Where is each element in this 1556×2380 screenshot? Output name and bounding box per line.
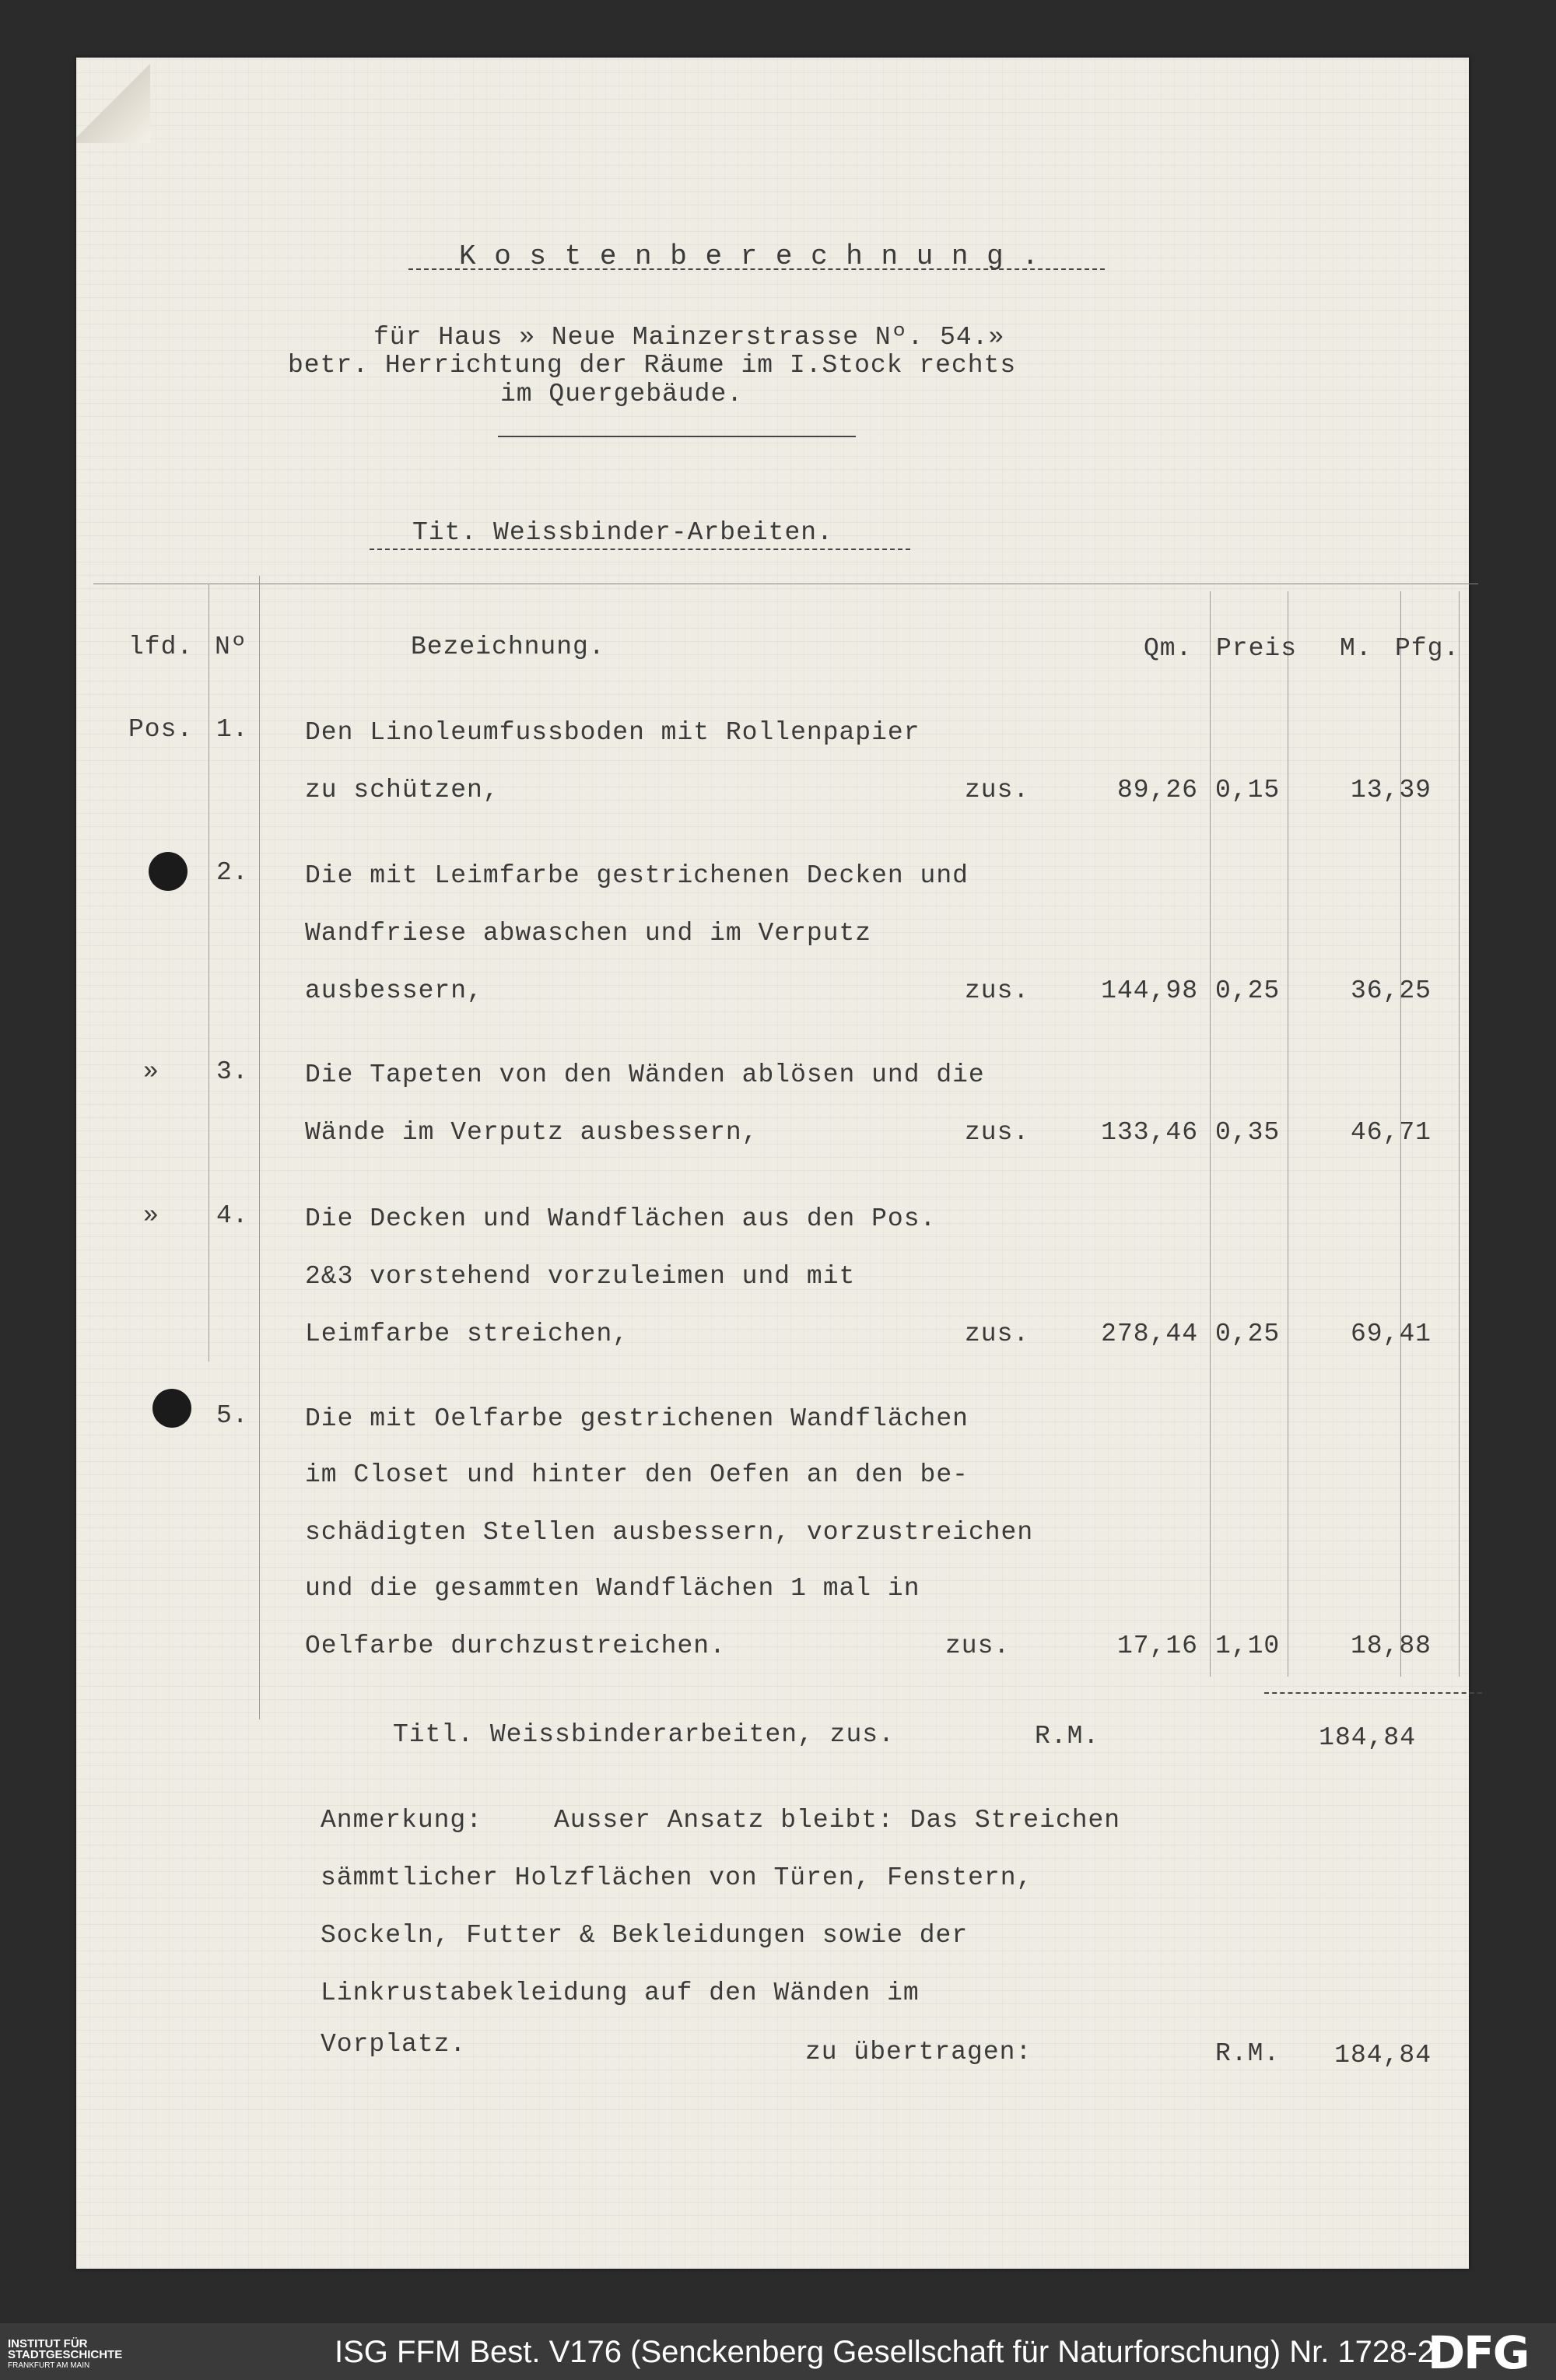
note-line-1: Ausser Ansatz bleibt: Das Streichen bbox=[554, 1806, 1121, 1835]
carry-label: zu übertragen: bbox=[805, 2038, 1032, 2066]
pos3-line-2: Wände im Verputz ausbessern, bbox=[305, 1118, 759, 1147]
pos1-preis: 0,15 bbox=[1215, 776, 1281, 804]
institution-logo-text bbox=[8, 2339, 163, 2371]
pos3-zus: zus. bbox=[965, 1118, 1030, 1147]
pos1-prefix: Pos. bbox=[128, 715, 194, 744]
note-line-4: Linkrustabekleidung auf den Wänden im bbox=[321, 1979, 920, 2007]
note-label: Anmerkung: bbox=[321, 1806, 483, 1835]
sum-rule bbox=[1264, 1692, 1482, 1694]
column-line-6 bbox=[1459, 591, 1460, 1677]
header-lfd: lfd. bbox=[128, 633, 194, 661]
pos4-line-3: Leimfarbe streichen, bbox=[305, 1320, 629, 1348]
institution-line-3: FRANKFURT AM MAIN bbox=[8, 2361, 90, 2370]
punch-hole-lower bbox=[152, 1389, 191, 1428]
pos3-betrag: 46,71 bbox=[1350, 1118, 1432, 1147]
pos5-line-1: Die mit Oelfarbe gestrichenen Wandflächen bbox=[305, 1404, 969, 1433]
column-line-3 bbox=[1210, 591, 1211, 1677]
header-qm: Qm. bbox=[1144, 634, 1193, 663]
institution-line-2: STADTGESCHICHTE bbox=[8, 2348, 123, 2361]
subtitle-line-1: für Haus » Neue Mainzerstrasse Nº. 54.» bbox=[373, 323, 1005, 352]
pos5-qm: 17,16 bbox=[1116, 1632, 1198, 1660]
subtitle-line-3: im Quergebäude. bbox=[500, 380, 744, 408]
pos2-line-2: Wandfriese abwaschen und im Verputz bbox=[305, 919, 872, 948]
total-currency: R.M. bbox=[1035, 1722, 1100, 1751]
pos5-zus: zus. bbox=[945, 1632, 1011, 1660]
note-line-3: Sockeln, Futter & Bekleidungen sowie der bbox=[321, 1921, 969, 1950]
note-line-2: sämmtlicher Holzflächen von Türen, Fenstern, bbox=[321, 1863, 1033, 1892]
pos1-line-1: Den Linoleumfussboden mit Rollenpapier bbox=[305, 718, 920, 747]
section-heading: Tit. Weissbinder-Arbeiten. bbox=[412, 518, 833, 547]
pos3-prefix: » bbox=[143, 1057, 159, 1086]
folded-corner bbox=[76, 58, 150, 143]
pos2-preis: 0,25 bbox=[1215, 976, 1281, 1005]
section-underline bbox=[370, 549, 910, 550]
header-pfg: Pfg. bbox=[1395, 634, 1460, 663]
pos2-betrag: 36,25 bbox=[1350, 976, 1432, 1005]
subtitle-line-2: betr. Herrichtung der Räume im I.Stock rechts bbox=[288, 351, 1017, 380]
header-m: M. bbox=[1340, 634, 1372, 663]
archive-caption: ISG FFM Best. V176 (Senckenberg Gesellschaft für Naturforschung) Nr. 1728-2 bbox=[335, 2335, 1435, 2369]
pos2-line-1: Die mit Leimfarbe gestrichenen Decken und bbox=[305, 861, 969, 890]
pos4-preis: 0,25 bbox=[1215, 1320, 1281, 1348]
pos4-betrag: 69,41 bbox=[1350, 1320, 1432, 1348]
pos1-number: 1. bbox=[216, 715, 249, 744]
pos2-line-3: ausbessern, bbox=[305, 976, 483, 1005]
pos2-zus: zus. bbox=[965, 976, 1030, 1005]
pos1-zus: zus. bbox=[965, 776, 1030, 804]
dfg-logo: DFG bbox=[1428, 2326, 1529, 2379]
pos1-line-2: zu schützen, bbox=[305, 776, 499, 804]
column-line-2 bbox=[259, 576, 260, 1719]
title-underline bbox=[408, 268, 1105, 270]
pos1-qm: 89,26 bbox=[1116, 776, 1198, 804]
header-nr: Nº bbox=[215, 633, 247, 661]
pos5-line-2: im Closet und hinter den Oefen an den be- bbox=[305, 1460, 969, 1489]
pos4-line-1: Die Decken und Wandflächen aus den Pos. bbox=[305, 1204, 937, 1233]
total-label: Titl. Weissbinderarbeiten, zus. bbox=[393, 1720, 895, 1749]
pos5-line-4: und die gesammten Wandflächen 1 mal in bbox=[305, 1574, 920, 1603]
pos1-betrag: 13,39 bbox=[1350, 776, 1432, 804]
pos5-betrag: 18,88 bbox=[1350, 1632, 1432, 1660]
pos3-preis: 0,35 bbox=[1215, 1118, 1281, 1147]
subtitle-underline bbox=[498, 436, 856, 437]
pos4-prefix: » bbox=[143, 1201, 159, 1230]
document-title: K o s t e n b e r e c h n u n g . bbox=[459, 240, 1039, 272]
punch-hole-upper bbox=[149, 852, 187, 891]
institution-line-1: INSTITUT FÜR bbox=[8, 2337, 88, 2350]
pos4-line-2: 2&3 vorstehend vorzuleimen und mit bbox=[305, 1262, 856, 1291]
pos3-line-1: Die Tapeten von den Wänden ablösen und die bbox=[305, 1060, 985, 1089]
carry-amount: 184,84 bbox=[1334, 2041, 1432, 2070]
pos4-qm: 278,44 bbox=[1101, 1320, 1198, 1348]
pos3-number: 3. bbox=[216, 1057, 249, 1086]
pos5-number: 5. bbox=[216, 1401, 249, 1430]
pos2-qm: 144,98 bbox=[1101, 976, 1198, 1005]
header-preis: Preis bbox=[1216, 634, 1298, 663]
pos4-zus: zus. bbox=[965, 1320, 1030, 1348]
carry-currency: R.M. bbox=[1215, 2039, 1281, 2068]
pos3-qm: 133,46 bbox=[1101, 1118, 1198, 1147]
header-bezeichnung: Bezeichnung. bbox=[411, 633, 605, 661]
pos5-line-5: Oelfarbe durchzustreichen. bbox=[305, 1632, 726, 1660]
note-line-5: Vorplatz. bbox=[321, 2030, 467, 2059]
pos4-number: 4. bbox=[216, 1201, 249, 1230]
pos2-number: 2. bbox=[216, 858, 249, 887]
pos5-preis: 1,10 bbox=[1215, 1632, 1281, 1660]
pos5-line-3: schädigten Stellen ausbessern, vorzustreichen bbox=[305, 1518, 1034, 1547]
total-amount: 184,84 bbox=[1319, 1723, 1416, 1752]
